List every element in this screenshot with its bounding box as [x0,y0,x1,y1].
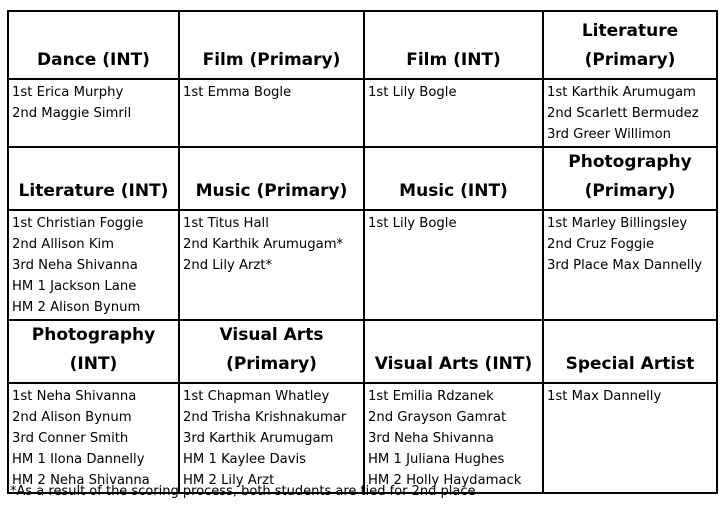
winner-entry: HM 2 Neha Shivanna [12,473,150,489]
winner-entry: 1st Erica Murphy [12,85,124,100]
winner-entry: 2nd Lily Arzt* [183,258,273,274]
winner-entry: 1st Lily Bogle [368,85,457,100]
winner-entry: 2nd Maggie Simril [12,106,132,122]
winner-entry: HM 2 Alison Bynum [12,300,141,316]
category-title: Photography (INT) [8,320,179,383]
winner-entry: 1st Titus Hall [183,215,269,231]
winners-cell [364,383,543,493]
winner-entry: 1st Emma Bogle [183,85,292,100]
header-row [8,147,717,210]
category-title: Visual Arts (INT) [364,320,543,383]
winner-entry: 2nd Scarlett Bermudez [547,106,699,122]
category-title: Literature (INT) [8,147,179,210]
winner-entry: HM 1 Ilona Dannelly [12,452,145,468]
category-title: Dance (INT) [8,11,179,79]
winner-entry: 3rd Neha Shivanna [12,258,138,274]
winner-entry: HM 2 Lily Arzt [183,473,275,489]
winner-entry: 1st Emilia Rdzanek [368,388,494,404]
winners-cell [364,79,543,147]
winners-cell [179,210,364,320]
winner-entry: 2nd Alison Bynum [12,409,132,425]
winner-entry: 1st Christian Foggie [12,215,144,231]
category-title: Music (INT) [364,147,543,210]
category-title: Visual Arts (Primary) [179,320,364,383]
winner-entry: HM 1 Juliana Hughes [368,452,505,468]
winners-cell [8,79,179,147]
winner-entry: 1st Karthik Arumugam [547,85,696,100]
winner-entry: 3rd Conner Smith [12,431,129,447]
winner-entry: HM 1 Jackson Lane [12,279,137,295]
winner-entry: 1st Max Dannelly [547,388,662,404]
winner-entry: 2nd Karthik Arumugam* [183,236,344,252]
winner-entry: 2nd Allison Kim [12,236,114,252]
winners-cell [8,383,179,493]
winners-cell [179,79,364,147]
winner-entry: 2nd Cruz Foggie [547,236,655,252]
awards-table [7,10,718,494]
winner-entry: 3rd Greer Willimon [547,127,672,143]
winner-entry: HM 1 Kaylee Davis [183,452,307,468]
winner-entry: 3rd Karthik Arumugam [183,431,334,447]
header-row [8,320,717,383]
category-title: Literature (Primary) [543,11,717,79]
winners-row [8,210,717,320]
winners-cell [179,383,364,493]
category-title: Photography (Primary) [543,147,717,210]
winner-entry: 3rd Place Max Dannelly [547,258,703,274]
header-row [8,11,717,79]
category-title: Film (Primary) [179,11,364,79]
category-title: Film (INT) [364,11,543,79]
category-title: Special Artist [543,320,717,383]
winners-cell [543,210,717,320]
winners-cell [543,79,717,147]
winners-cell [8,210,179,320]
winners-cell [364,210,543,320]
winner-entry: 1st Neha Shivanna [12,388,137,404]
winners-cell [543,383,717,493]
footnote: *As a result of the scoring process, both students are tied for 2nd place [10,484,476,499]
winner-entry: 2nd Grayson Gamrat [368,409,507,425]
winners-row [8,383,717,493]
winner-entry: 1st Marley Billingsley [547,215,688,231]
winners-row [8,79,717,147]
winner-entry: 1st Chapman Whatley [183,388,330,404]
winner-entry: 2nd Trisha Krishnakumar [183,409,347,425]
category-title: Music (Primary) [179,147,364,210]
winner-entry: 3rd Neha Shivanna [368,431,494,447]
winner-entry: 1st Lily Bogle [368,215,457,231]
winner-entry: HM 2 Holly Haydamack [368,473,522,489]
